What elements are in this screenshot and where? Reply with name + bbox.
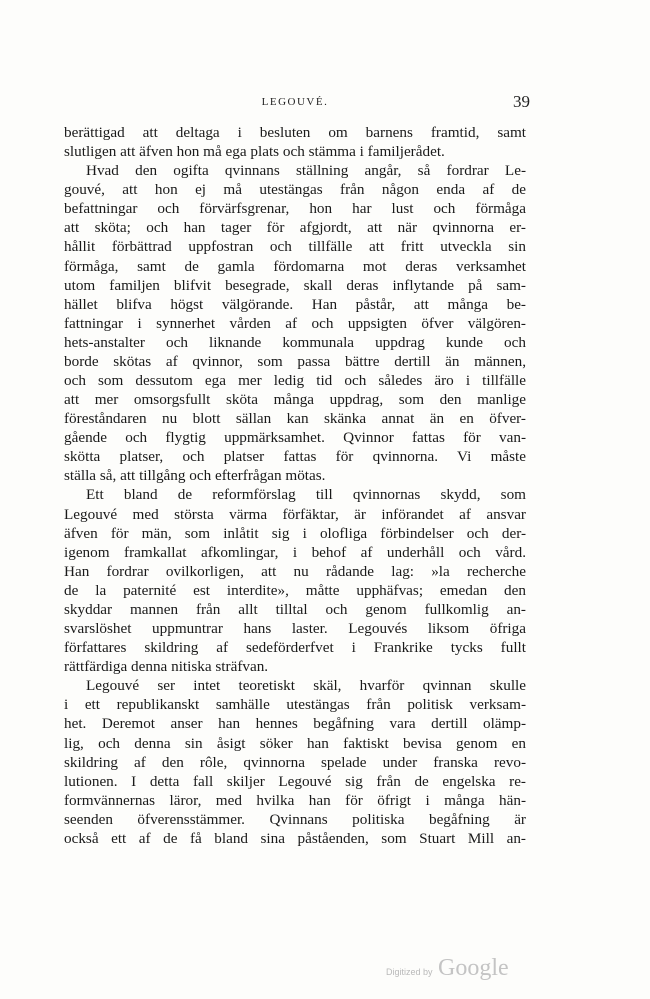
- text-line: förmåga, samt de gamla fördomarna mot deras verksamhet: [64, 257, 526, 275]
- text-line: gouvé, att hon ej må utestängas från någon enda af de: [64, 181, 526, 199]
- digitized-label: Digitized by: [386, 967, 433, 977]
- text-line: i ett republikanskt samhälle utestängas från politisk verksam-: [64, 696, 526, 714]
- text-line: äfven för män, som inlåtit sig i olofliga förbindelser och der-: [64, 524, 526, 542]
- text-line: fattningar i synnerhet vården af och uppsigten öfver välgören-: [64, 314, 526, 332]
- page-number: 39: [513, 92, 530, 111]
- text-line: igenom framkallat afkomlingar, i behof af underhåll och vård.: [64, 543, 526, 561]
- text-line: att mer omsorgsfullt sköta många uppdrag, som den manlige: [64, 391, 526, 409]
- text-line: föreståndaren nu blott sällan kan skänka annat än en öfver-: [64, 410, 526, 428]
- text-line: Legouvé med största värma förfäktar, är införandet af ansvar: [64, 505, 526, 523]
- text-line: hållit förbättrad uppfostran och tillfälle att fritt utveckla sin: [64, 238, 526, 256]
- text-line: befattningar och förvärfsgrenar, hon har lust och förmåga: [64, 200, 526, 218]
- text-line: gående och flygtig uppmärksamhet. Qvinnor fattas för van-: [64, 429, 526, 447]
- text-line: hället blifva högst välgörande. Han påstår, att många be-: [64, 295, 526, 313]
- text-line: formvännernas läror, med hvilka han för öfrigt i många hän-: [64, 791, 526, 809]
- text-line: skyddar mannen från allt tilltal och genom fullkomlig an-: [64, 600, 526, 618]
- text-line: slutligen att äfven hon må ega plats och stämma i familjerådet.: [64, 143, 445, 161]
- text-line: Ett bland de reformförslag till qvinnornas skydd, som: [86, 486, 526, 504]
- text-line: borde skötas af qvinnor, som passa bättre dertill än männen,: [64, 352, 526, 370]
- body-text: [64, 123, 526, 848]
- text-line: Han fordrar ovilkorligen, att nu rådande lag: »la recherche: [64, 562, 526, 580]
- text-line: lig, och denna sin åsigt söker han faktiskt bevisa genom en: [64, 734, 526, 752]
- text-line: seenden öfverensstämmer. Qvinnans politiska begåfning är: [64, 810, 526, 828]
- running-header: [60, 92, 530, 114]
- digitized-watermark: [386, 955, 526, 985]
- text-line: de la paternité est interdite», måtte upphäfvas; emedan den: [64, 581, 526, 599]
- text-line: berättigad att deltaga i besluten om barnens framtid, samt: [64, 124, 526, 141]
- text-line: utom familjen blifvit besegrade, skall deras inflytande på sam-: [64, 276, 526, 294]
- text-line: ställa så, att tillgång och efterfrågan mötas.: [64, 467, 326, 485]
- text-line: lutionen. I detta fall skiljer Legouvé sig från de engelska re-: [64, 772, 526, 790]
- text-line: hets-anstalter och liknande kommunala uppdrag kunde och: [64, 333, 526, 351]
- text-line: Hvad den ogifta qvinnans ställning angår, så fordrar Le-: [86, 162, 526, 180]
- running-title: LEGOUVÉ.: [261, 96, 329, 108]
- text-line: och som dessutom ega mer ledig tid och således äro i tillfälle: [64, 372, 526, 390]
- text-line: rättfärdiga denna nitiska sträfvan.: [64, 658, 269, 676]
- text-line: författares skildring af sedeförderfvet i Frankrike tycks fullt: [64, 639, 526, 657]
- text-line: svarslöshet uppmuntrar hans laster. Legouvés liksom öfriga: [64, 620, 526, 638]
- text-line: Legouvé ser intet teoretiskt skäl, hvarför qvinnan skulle: [86, 677, 526, 695]
- text-line: skildring af den rôle, qvinnorna spelade under franska revo-: [64, 753, 526, 771]
- text-line: het. Deremot anser han hennes begåfning vara dertill olämp-: [64, 715, 526, 733]
- text-line: också ett af de få bland sina påståenden, som Stuart Mill an-: [64, 829, 526, 847]
- text-line: att sköta; och han tager för afgjordt, att när qvinnorna er-: [64, 219, 526, 237]
- text-line: skötta platser, och platser fattas för qvinnorna. Vi måste: [64, 448, 526, 466]
- google-logo: Google: [438, 955, 509, 981]
